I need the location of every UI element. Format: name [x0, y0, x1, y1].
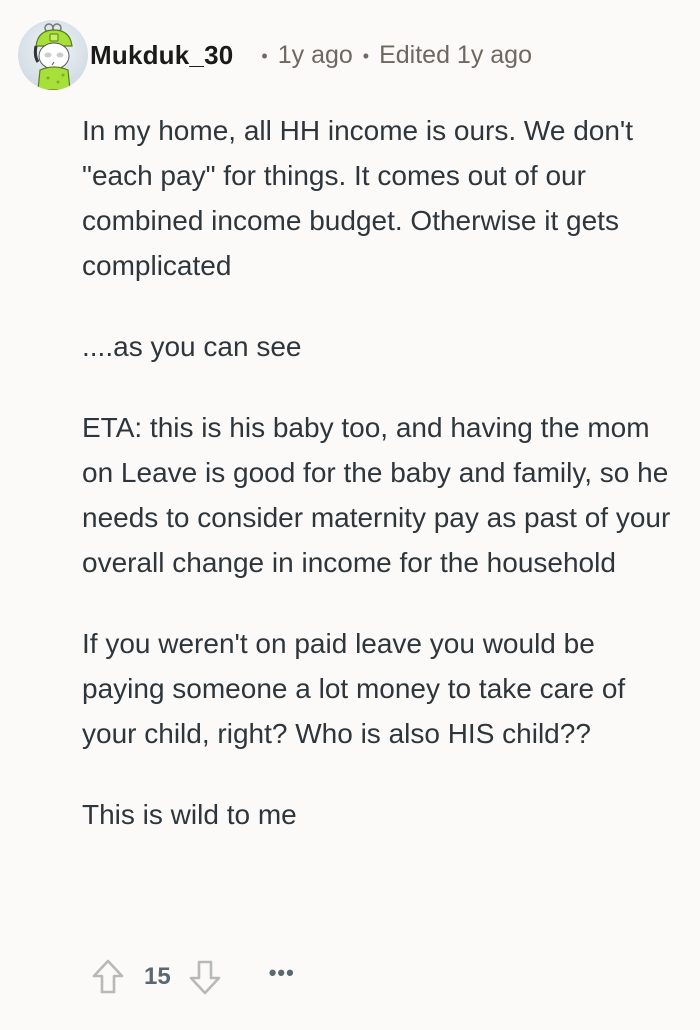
upvote-button[interactable]: [90, 957, 126, 997]
arrow-up-icon: [91, 958, 125, 996]
comment-paragraph: This is wild to me: [82, 799, 297, 830]
comment-paragraph: ETA: this is his baby too, and having the mom on Leave is good for the baby and family, so he needs to consider maternity pay as past of your overall change in income for the household: [82, 412, 671, 578]
author-username[interactable]: Mukduk_30: [90, 39, 234, 70]
vote-score: 15: [144, 963, 171, 990]
comment-paragraph: If you weren't on paid leave you would be paying someone a lot money to take care of your child, right? Who is also HIS child??: [82, 628, 626, 749]
comment-meta: [251, 41, 532, 70]
comment-paragraph: ....as you can see: [82, 331, 302, 362]
comment-header: [18, 20, 532, 90]
avatar[interactable]: [18, 20, 88, 90]
more-options-button[interactable]: •••: [268, 960, 295, 985]
arrow-down-icon: [188, 958, 222, 996]
comment-actions: [90, 955, 295, 999]
meta-separator: •: [261, 45, 268, 66]
downvote-button[interactable]: [187, 957, 223, 997]
comment-body: [82, 108, 682, 873]
meta-separator: •: [362, 45, 370, 66]
snoo-avatar-icon: [18, 20, 88, 90]
posted-time: 1y ago: [277, 40, 353, 69]
edited-time: Edited 1y ago: [379, 40, 532, 69]
comment-paragraph: In my home, all HH income is ours. We don't "each pay" for things. It comes out of our combined income budget. Otherwise it gets complicated: [82, 115, 634, 281]
